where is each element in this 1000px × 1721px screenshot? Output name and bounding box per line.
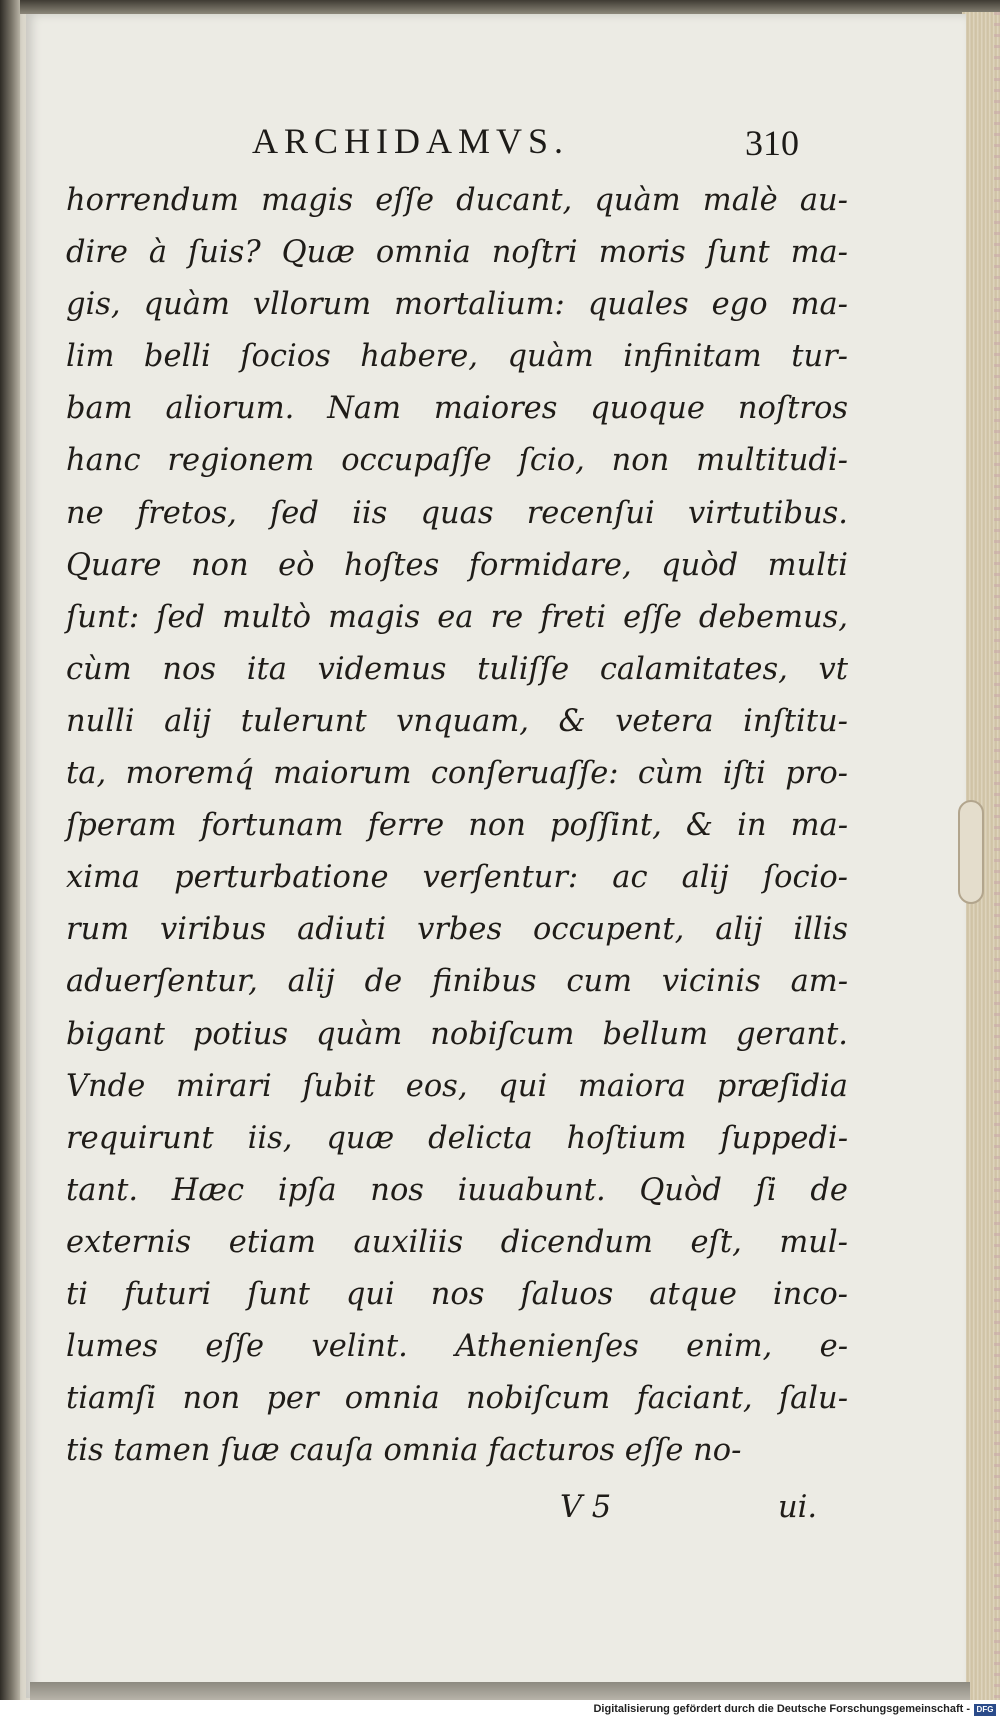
text-line: gis, quàm vllorum mortalium: quales ego ma-: [66, 287, 848, 323]
text-line: rum viribus adiuti vrbes occupent, alij illis: [66, 912, 848, 948]
text-line: tant. Hæc ipſa nos iuuabunt. Quòd ſi de: [66, 1172, 848, 1208]
text-line: Quare non eò hoſtes formidare, quòd multi: [66, 547, 848, 583]
text-line: hanc regionem occupaſſe ſcio, non multitudi-: [66, 443, 848, 479]
text-line: ta, moremq́ maiorum conſeruaſſe: cùm iſti pro-: [66, 756, 848, 792]
book-bottom-edge: [30, 1682, 970, 1700]
body-text: [66, 175, 848, 1477]
text-line: horrendum magis eſſe ducant, quàm malè au-: [66, 183, 848, 218]
signature-mark: V 5: [560, 1490, 612, 1525]
text-line: dire à ſuis? Quæ omnia noſtri moris ſunt ma-: [66, 235, 848, 271]
funding-credit: Digitalisierung gefördert durch die Deutsche Forschungsgemeinschaft -: [593, 1703, 970, 1715]
text-line: aduerſentur, alij de finibus cum vicinis am-: [66, 964, 848, 1000]
page-header: [0, 120, 1000, 180]
dfg-logo: DFG: [974, 1704, 996, 1716]
book-top-edge: [0, 0, 1000, 14]
page-number: 310: [745, 123, 799, 163]
book-spine-edge: [0, 0, 20, 1700]
text-line: ſperam fortunam ferre non poſſint, & in ma-: [66, 808, 848, 844]
text-line: lumes eſſe velint. Athenienſes enim, e-: [66, 1329, 848, 1365]
text-line: lim belli ſocios habere, quàm infinitam tur-: [66, 339, 848, 375]
text-line: ſunt: ſed multò magis ea re freti eſſe debemus,: [66, 599, 848, 635]
text-line: tiamſi non per omnia nobiſcum faciant, ſalu-: [66, 1381, 848, 1417]
text-line: bigant potius quàm nobiſcum bellum gerant.: [66, 1016, 848, 1052]
digitization-footer: [0, 1700, 1000, 1721]
text-line: externis etiam auxiliis dicendum eſt, mul-: [66, 1224, 848, 1260]
text-line: ti futuri ſunt qui nos ſaluos atque inco-: [66, 1276, 848, 1312]
running-title: ARCHIDAMVS.: [252, 121, 570, 161]
text-line: bam aliorum. Nam maiores quoque noſtros: [66, 391, 848, 427]
text-line: tis tamen ſuæ cauſa omnia facturos eſſe no-: [66, 1433, 742, 1469]
text-line: requirunt iis, quæ delicta hoſtium ſuppedi-: [66, 1120, 848, 1156]
page-foot: [0, 1490, 1000, 1542]
catchword: ui.: [778, 1490, 818, 1525]
text-line: nulli alij tulerunt vnquam, & vetera inſtitu-: [66, 703, 848, 739]
text-line: cùm nos ita videmus tuliſſe calamitates, vt: [66, 651, 848, 687]
page-clip-marker: [958, 800, 984, 904]
text-line: ne fretos, ſed iis quas recenſui virtutibus.: [66, 495, 848, 531]
text-line: Vnde mirari ſubit eos, qui maiora præſidia: [66, 1068, 848, 1104]
text-line: xima perturbatione verſentur: ac alij ſocio-: [66, 860, 848, 896]
